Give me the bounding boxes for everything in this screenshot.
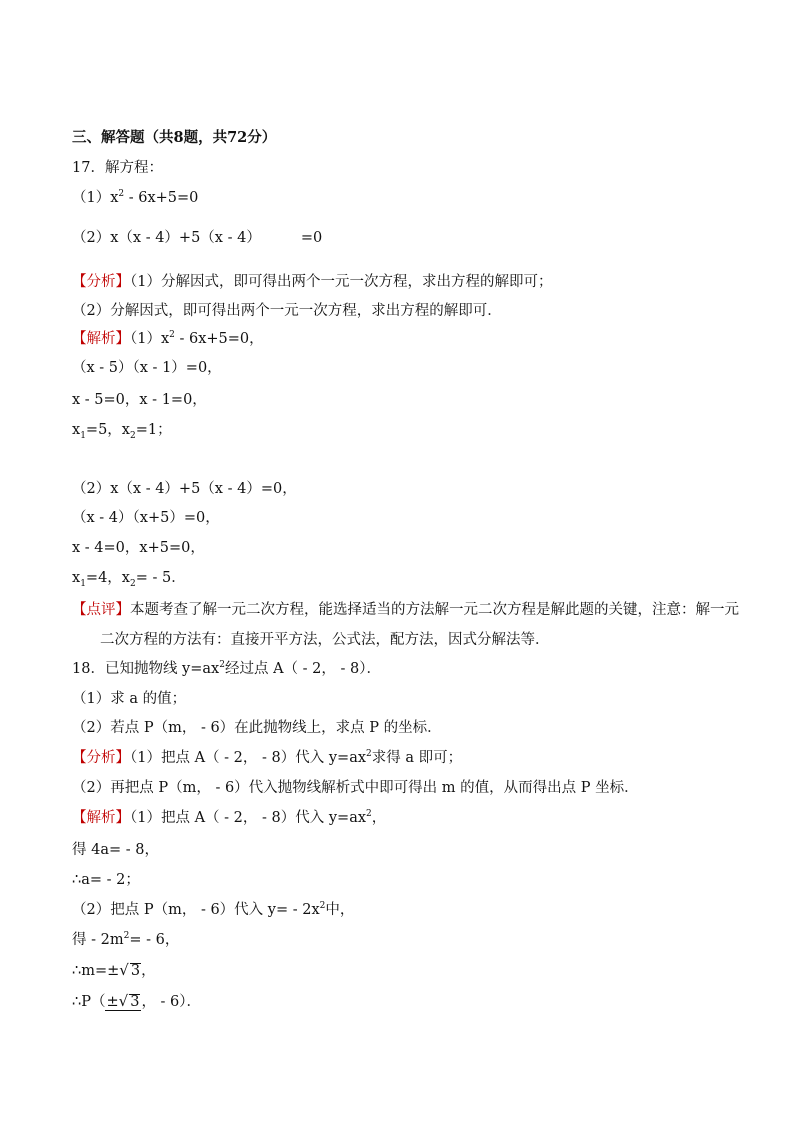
q18-solution-1: 【解析】（1）把点 A（ - 2， - 8）代入 $y=ax^2$， [72, 809, 387, 826]
analysis-tag: 【分析】 [72, 750, 130, 766]
q17-analysis-1: 【分析】（1）分解因式，即可得出两个一元一次方程，求出方程的解即可； [72, 274, 553, 290]
q17-analysis-2: （2）分解因式，即可得出两个一元一次方程，求出方程的解即可． [72, 303, 502, 319]
q17-comment-2: 二次方程的方法有：直接开平方法，公式法，配方法，因式分解法等． [100, 632, 550, 648]
q17-solution-5: （2）x（x - 4）+5（x - 4）=0， [72, 481, 297, 497]
q18-solution-3: ∴a= - 2； [72, 872, 140, 888]
section-title: 三、解答题（共8题，共72分） [72, 129, 277, 146]
q18-part2: （2）若点 P（m， - 6）在此抛物线上，求点 P 的坐标． [72, 720, 442, 736]
q18-solution-7: ∴P（±√ 3 ， - 6）． [72, 992, 202, 1010]
q18-stem: 18．已知抛物线 $y=ax^2$经过点 A（ - 2， - 8）． [72, 660, 381, 677]
q18-analysis-2: （2）再把点 P（m， - 6）代入抛物线解析式中即可得出 m 的值，从而得出点 P 坐标． [72, 780, 639, 796]
q17-part1: $(1)x^2 - 6x+5=0$ [72, 189, 199, 206]
sqrt-icon: √ [118, 992, 129, 1010]
sqrt-icon: √ [119, 961, 129, 979]
q17-comment-1: 【点评】本题考查了解一元二次方程，能选择适当的方法解一元二次方程是解此题的关键，注意：解一元 [72, 602, 739, 618]
q17-solution-4: $x_1=5$，$x_2=1$； [72, 422, 172, 441]
q17-solution-8: $x_1=4$，$x_2= - 5$． [72, 570, 186, 589]
q17-stem: 17．解方程： [72, 160, 163, 176]
solution-tag: 【解析】 [72, 331, 130, 347]
q18-part1: （1）求 a 的值； [72, 691, 187, 707]
q18-solution-4: （2）把点 P（m， - 6）代入 $y= - 2x^2$中， [72, 901, 355, 918]
q18-solution-5: 得 - $2m^2= - 6$， [72, 931, 180, 948]
analysis-tag: 【分析】 [72, 274, 130, 290]
q17-solution-1: 【解析】$(1)x^2 - 6x+5=0$， [72, 330, 264, 347]
pm-sqrt-expression: ±√ 3 [106, 992, 140, 1010]
solution-tag: 【解析】 [72, 810, 130, 826]
q17-solution-7: x - 4=0，x+5=0， [72, 540, 205, 556]
q18-solution-2: 得 4a= - 8， [72, 842, 159, 858]
q18-analysis-1: 【分析】（1）把点 A（ - 2， - 8）代入 $y=ax^2$求得 a 即可； [72, 749, 463, 766]
q17-solution-2: （x - 5）（x - 1）=0， [72, 360, 222, 376]
q18-solution-6: ∴m=±√ 3， [72, 961, 156, 979]
comment-tag: 【点评】 [72, 602, 130, 618]
q17-part2: （2）x（x - 4）+5（x - 4） =0 [72, 230, 323, 246]
q17-solution-6: （x - 4）（x+5）=0， [72, 510, 220, 526]
q17-solution-3: x - 5=0，x - 1=0， [72, 392, 207, 408]
